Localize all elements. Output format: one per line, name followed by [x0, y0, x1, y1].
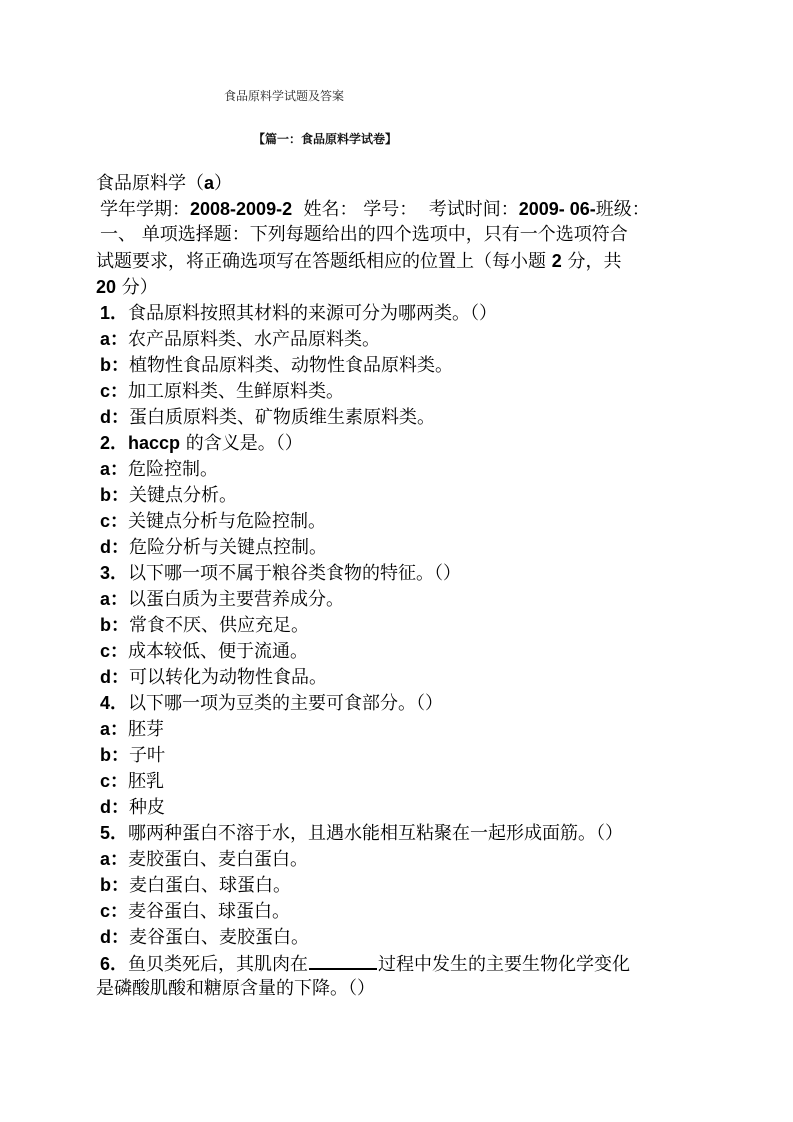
- option-text: 可以转化为动物性食品。: [129, 667, 327, 688]
- total-points: 20: [96, 277, 117, 297]
- option-letter: a：: [100, 719, 129, 739]
- question-term: haccp: [128, 433, 181, 453]
- option-text: 麦谷蛋白、麦胶蛋白。: [129, 927, 309, 948]
- document-body: [96, 170, 716, 1002]
- option-letter: a：: [100, 329, 129, 349]
- option-text: 危险控制。: [128, 459, 219, 480]
- question-number: 4．: [100, 693, 129, 713]
- option-text: 麦白蛋白、球蛋白。: [129, 875, 291, 896]
- question-4-option-a: [96, 716, 716, 742]
- question-3-option-c: [96, 638, 716, 664]
- question-4-option-c: [96, 768, 716, 794]
- option-letter: d：: [100, 537, 129, 557]
- question-1: [96, 300, 716, 326]
- question-3: [96, 560, 716, 586]
- option-letter: a：: [100, 589, 129, 609]
- section-instructions-1: 下列每题给出的四个选项中，只有一个选项符合: [249, 224, 628, 245]
- option-text: 胚乳: [128, 771, 165, 792]
- option-letter: b：: [100, 355, 129, 375]
- question-number: 3．: [100, 563, 129, 583]
- question-3-option-d: [96, 664, 716, 690]
- option-letter: b：: [100, 745, 129, 765]
- question-5-option-a: [96, 846, 716, 872]
- option-letter: b：: [100, 485, 129, 505]
- question-text: 以下哪一项为豆类的主要可食部分。（）: [128, 693, 444, 714]
- option-letter: a：: [100, 849, 129, 869]
- section-instructions-line2: [96, 248, 716, 274]
- points-each: 2: [551, 251, 562, 271]
- option-text: 种皮: [129, 797, 165, 818]
- question-text: 以下哪一项不属于粮谷类食物的特征。（）: [128, 563, 462, 584]
- question-5-option-b: [96, 872, 716, 898]
- question-6: [96, 950, 716, 976]
- question-2: [96, 430, 716, 456]
- question-text: 的含义是。（）: [180, 433, 303, 454]
- term-value: 2008-2009-2: [190, 199, 293, 219]
- question-1-option-b: [96, 352, 716, 378]
- exam-time-value: 2009- 06-: [518, 199, 596, 219]
- option-letter: c：: [100, 381, 129, 401]
- option-text: 危险分析与关键点控制。: [129, 537, 327, 558]
- question-text: 食品原料按照其材料的来源可分为哪两类。（）: [128, 303, 498, 324]
- question-2-option-d: [96, 534, 716, 560]
- option-letter: c：: [100, 771, 129, 791]
- question-1-option-a: [96, 326, 716, 352]
- question-text-line2: 是磷酸肌酸和糖原含量的下降。（）: [96, 978, 375, 999]
- option-letter: b：: [100, 875, 129, 895]
- option-letter: a：: [100, 459, 129, 479]
- question-number: 2．: [100, 433, 129, 453]
- section-heading: [96, 222, 716, 248]
- option-letter: d：: [100, 407, 129, 427]
- option-letter: d：: [100, 797, 129, 817]
- option-text: 麦胶蛋白、麦白蛋白。: [128, 849, 309, 870]
- class-label: 班级：: [595, 199, 650, 220]
- option-text: 植物性食品原料类、动物性食品原料类。: [129, 355, 453, 376]
- option-text: 麦谷蛋白、球蛋白。: [128, 901, 291, 922]
- question-1-option-d: [96, 404, 716, 430]
- section-instructions-3b: 分）: [116, 277, 158, 298]
- option-letter: c：: [100, 511, 129, 531]
- exam-title-code: a: [204, 173, 215, 193]
- question-5-option-c: [96, 898, 716, 924]
- question-2-option-c: [96, 508, 716, 534]
- option-letter: c：: [100, 901, 129, 921]
- option-text: 以蛋白质为主要营养成分。: [128, 589, 345, 610]
- exam-title-text: 食品原料学（: [96, 173, 204, 194]
- term-label: 学年学期：: [100, 199, 190, 220]
- section-title: 单项选择题：: [141, 224, 250, 245]
- section-number: 一、: [100, 224, 136, 245]
- option-letter: d：: [100, 667, 129, 687]
- question-text-after-blank: 过程中发生的主要生物化学变化: [378, 954, 631, 975]
- option-text: 胚芽: [128, 719, 165, 740]
- question-number: 6．: [100, 954, 129, 974]
- exam-header-info: [96, 196, 716, 222]
- question-3-option-a: [96, 586, 716, 612]
- option-text: 子叶: [129, 745, 165, 766]
- fill-in-blank: [309, 950, 377, 970]
- name-label: 姓名：: [303, 199, 358, 220]
- option-text: 农产品原料类、水产品原料类。: [128, 329, 381, 350]
- question-5-option-d: [96, 924, 716, 950]
- question-6-continuation: [96, 976, 716, 1002]
- option-text: 关键点分析。: [129, 485, 237, 506]
- section-instructions-2b: 分，共: [561, 251, 622, 272]
- question-text: 哪两种蛋白不溶于水，且遇水能相互粘聚在一起形成面筋。（）: [128, 823, 624, 844]
- question-number: 1．: [100, 303, 129, 323]
- question-4-option-d: [96, 794, 716, 820]
- student-id-label: 学号：: [363, 199, 418, 220]
- document-title: 食品原料学试题及答案: [224, 89, 345, 103]
- option-letter: b：: [100, 615, 129, 635]
- exam-time-label: 考试时间：: [428, 199, 519, 220]
- question-text-before-blank: 鱼贝类死后，其肌肉在: [128, 954, 309, 975]
- exam-title: [96, 170, 716, 196]
- question-4-option-b: [96, 742, 716, 768]
- document-subtitle: 【篇一：食品原料学试卷】: [253, 132, 398, 146]
- question-4: [96, 690, 716, 716]
- question-number: 5．: [100, 823, 129, 843]
- exam-title-close: ）: [214, 173, 233, 194]
- section-instructions-line3: [96, 274, 716, 300]
- option-text: 常食不厌、供应充足。: [129, 615, 309, 636]
- question-1-option-c: [96, 378, 716, 404]
- option-text: 蛋白质原料类、矿物质维生素原料类。: [129, 407, 435, 428]
- option-letter: d：: [100, 927, 129, 947]
- option-text: 关键点分析与危险控制。: [128, 511, 327, 532]
- question-2-option-b: [96, 482, 716, 508]
- question-2-option-a: [96, 456, 716, 482]
- question-3-option-b: [96, 612, 716, 638]
- option-text: 加工原料类、生鲜原料类。: [128, 381, 345, 402]
- section-instructions-2a: 试题要求，将正确选项写在答题纸相应的位置上（每小题: [96, 251, 552, 272]
- option-text: 成本较低、便于流通。: [128, 641, 309, 662]
- option-letter: c：: [100, 641, 129, 661]
- question-5: [96, 820, 716, 846]
